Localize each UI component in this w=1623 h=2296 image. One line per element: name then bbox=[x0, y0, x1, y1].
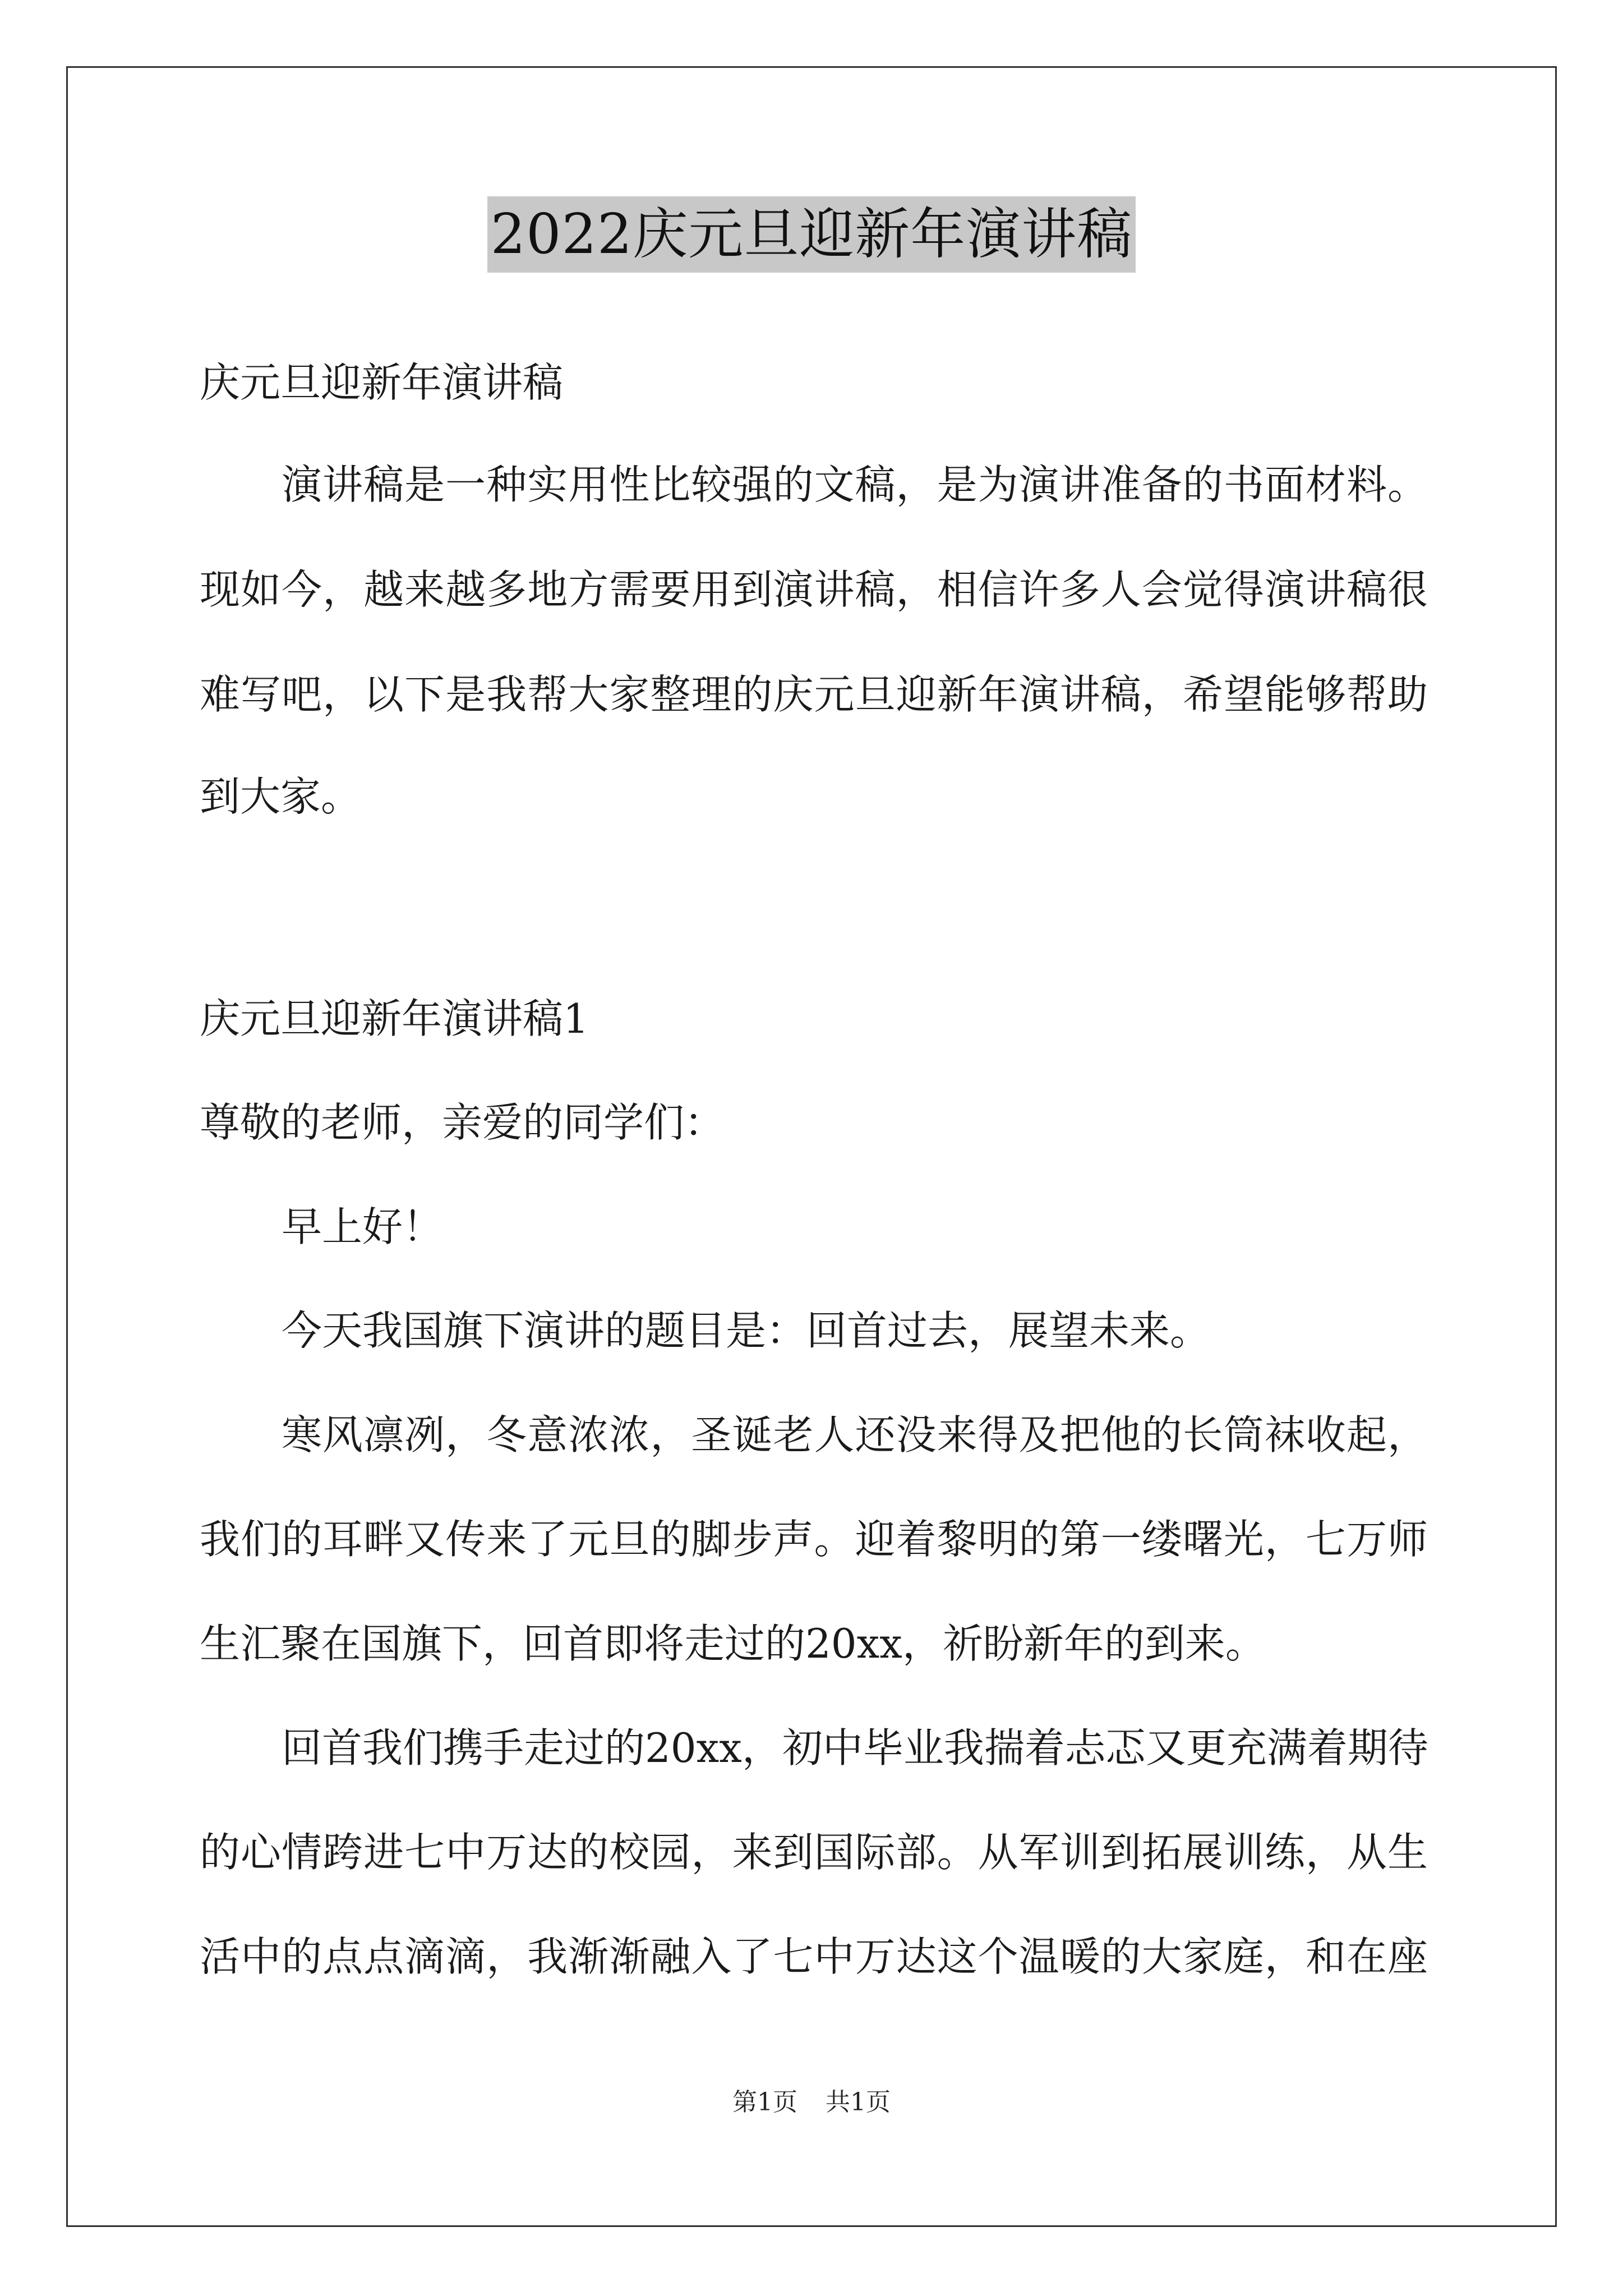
paragraph-line: 活中的点点滴滴，我渐渐融入了七中万达这个温暖的大家庭，和在座 bbox=[200, 1933, 1428, 1980]
paragraph-line: 现如今，越来越多地方需要用到演讲稿，相信许多人会觉得演讲稿很 bbox=[200, 566, 1428, 613]
salutation-line: 尊敬的老师，亲爱的同学们： bbox=[200, 1099, 725, 1146]
title-container bbox=[0, 196, 1623, 273]
paragraph-line: 演讲稿是一种实用性比较强的文稿，是为演讲准备的书面材料。 bbox=[282, 461, 1428, 508]
subtitle-line: 庆元旦迎新年演讲稿 bbox=[200, 359, 564, 406]
paragraph-line: 寒风凛冽，冬意浓浓，圣诞老人还没来得及把他的长筒袜收起， bbox=[282, 1411, 1428, 1458]
paragraph-line: 到大家。 bbox=[200, 773, 362, 820]
page-footer bbox=[0, 2086, 1623, 2119]
page-count: 共1页 bbox=[826, 2088, 891, 2116]
document-title: 2022庆元旦迎新年演讲稿 bbox=[487, 196, 1136, 273]
paragraph-line: 生汇聚在国旗下，回首即将走过的20xx，祈盼新年的到来。 bbox=[200, 1620, 1266, 1667]
paragraph-line: 难写吧，以下是我帮大家整理的庆元旦迎新年演讲稿，希望能够帮助 bbox=[200, 671, 1428, 718]
paragraph-line: 今天我国旗下演讲的题目是：回首过去，展望未来。 bbox=[282, 1307, 1211, 1354]
page-number: 第1页 bbox=[732, 2088, 797, 2116]
section-heading: 庆元旦迎新年演讲稿1 bbox=[200, 995, 589, 1042]
greeting-line: 早上好！ bbox=[282, 1203, 444, 1250]
paragraph-line: 的心情跨进七中万达的校园，来到国际部。从军训到拓展训练，从生 bbox=[200, 1829, 1428, 1876]
paragraph-line: 我们的耳畔又传来了元旦的脚步声。迎着黎明的第一缕曙光，七万师 bbox=[200, 1516, 1428, 1563]
paragraph-line: 回首我们携手走过的20xx，初中毕业我揣着忐忑又更充满着期待 bbox=[282, 1724, 1428, 1772]
